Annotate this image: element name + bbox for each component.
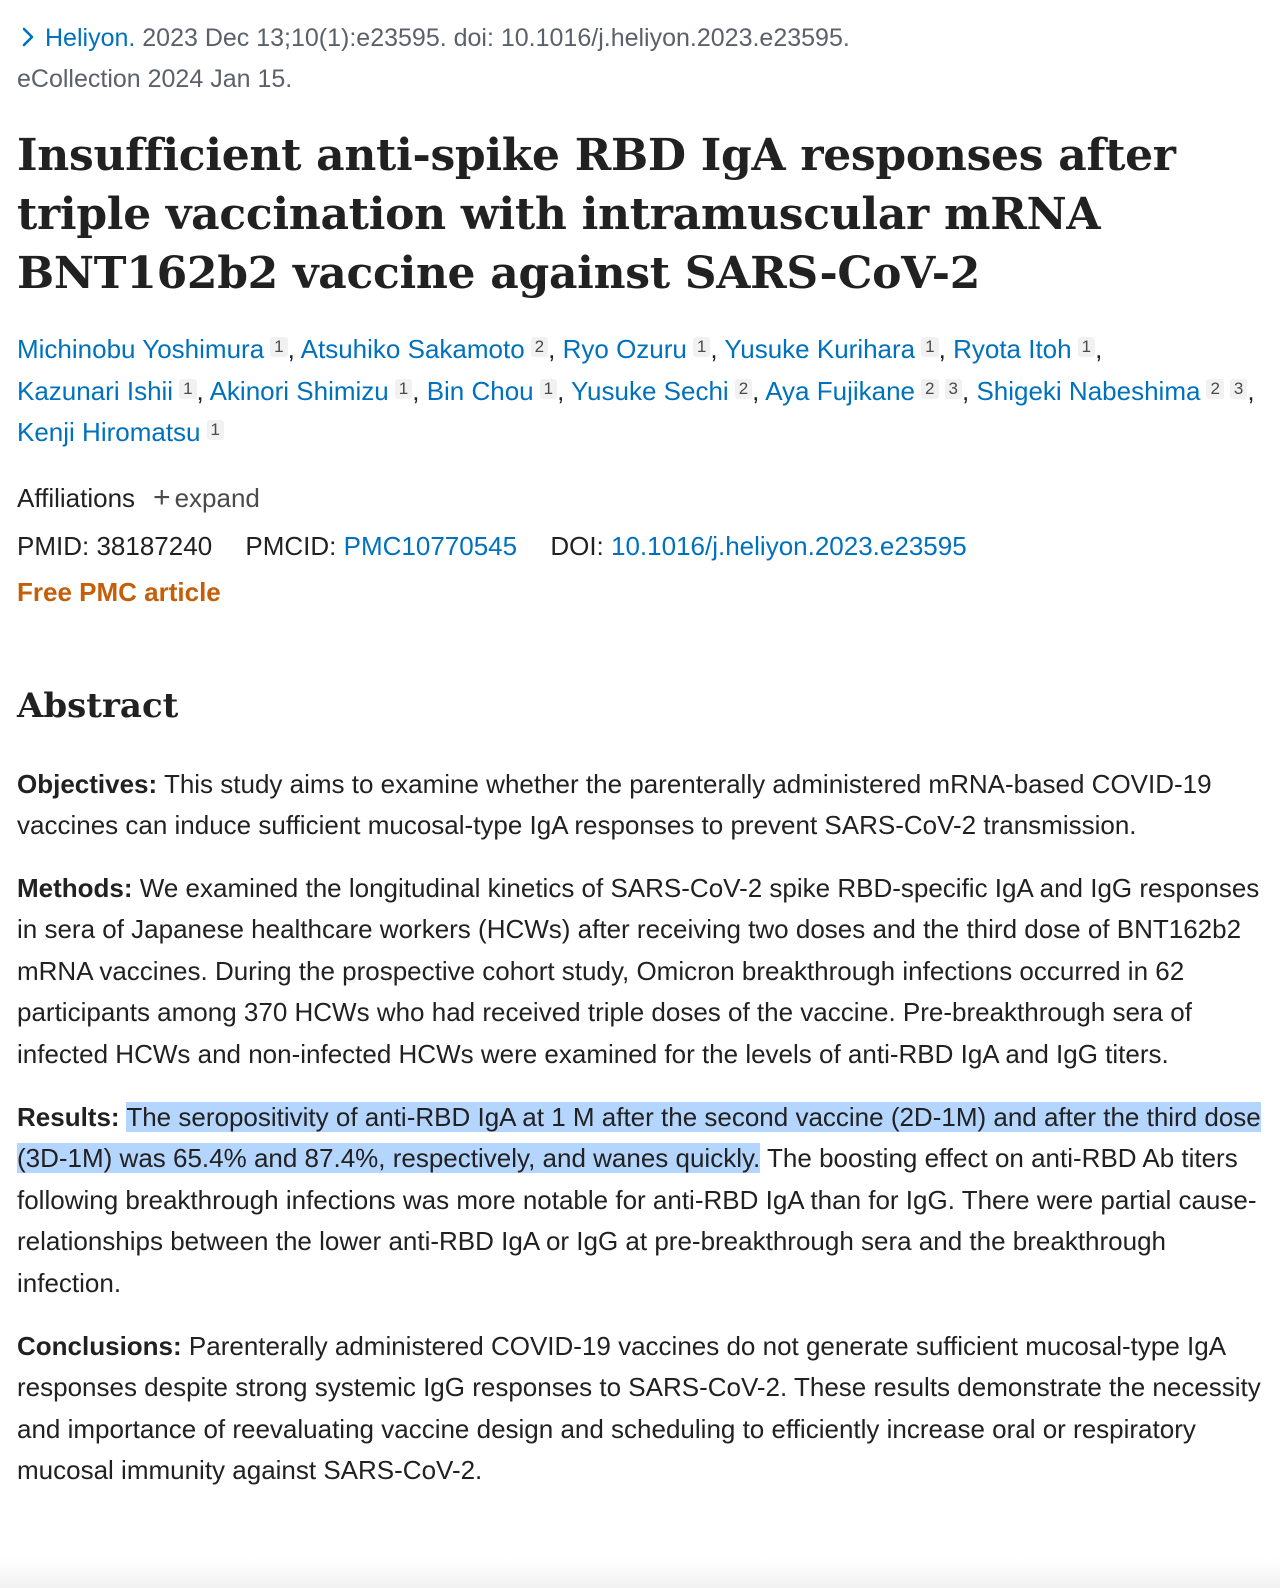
author	[976, 376, 1254, 406]
affiliation-ref[interactable]: 3	[1230, 379, 1247, 399]
author	[210, 376, 420, 406]
abstract-objectives	[17, 764, 1262, 847]
affiliations	[17, 478, 1262, 518]
results-label: Results:	[17, 1101, 120, 1132]
abstract-heading: Abstract	[17, 685, 179, 726]
article-title: Insufficient anti-spike RBD IgA responses after triple vaccination with intramuscular mRNA BNT162b2 vaccine against SARS-CoV-2	[17, 130, 1176, 299]
affiliation-ref[interactable]: 2	[531, 337, 548, 357]
author-name-link[interactable]: Aya Fujikane	[765, 375, 916, 406]
citation	[17, 18, 1262, 100]
author	[427, 376, 565, 406]
affiliation-ref[interactable]: 1	[207, 420, 224, 440]
objectives-label: Objectives:	[17, 768, 158, 799]
abstract-conclusions	[17, 1326, 1262, 1492]
author-separator: ,	[710, 334, 718, 364]
author	[765, 376, 969, 406]
author	[17, 417, 224, 447]
abstract-methods	[17, 868, 1262, 1076]
bottom-fade	[0, 1558, 1280, 1588]
conclusions-text: Parenterally administered COVID-19 vaccines do not generate sufficient mucosal-type IgA responses despite strong systemic IgG responses to SARS-CoV-2. These results demonstrate the necessity and importance of reevaluating vaccine design and scheduling to efficiently increase oral or respiratory mucosal immunity against SARS-CoV-2.	[17, 1330, 1261, 1486]
affiliation-ref[interactable]: 2	[735, 379, 752, 399]
author-name-link[interactable]: Akinori Shimizu	[209, 375, 389, 406]
pmcid-link[interactable]: PMC10770545	[343, 530, 518, 561]
author-name-link[interactable]: Kenji Hiromatsu	[17, 417, 201, 447]
author	[17, 334, 295, 364]
affiliation-ref[interactable]: 1	[540, 379, 557, 399]
author-list	[17, 329, 1262, 454]
results-text: The boosting effect on anti-RBD Ab titers following breakthrough infections was more notable for anti-RBD IgA than for IgG. There were partial cause-relationships between the lower anti-RBD IgA or IgG at pre-breakthrough sera and the breakthrough infection.	[17, 1143, 1257, 1299]
author-separator: ,	[196, 375, 204, 406]
author-separator: ,	[752, 375, 760, 406]
author-name-link[interactable]: Ryota Itoh	[953, 334, 1072, 364]
author-separator: ,	[1247, 375, 1255, 406]
affiliations-expand-button[interactable]: expand	[174, 482, 260, 513]
affiliations-label: Affiliations	[17, 482, 136, 513]
author-separator: ,	[961, 375, 970, 406]
author-separator: ,	[412, 375, 420, 406]
author	[563, 334, 718, 364]
doi-label: DOI:	[550, 530, 604, 561]
author-name-link[interactable]: Atsuhiko Sakamoto	[300, 334, 525, 364]
methods-text: We examined the longitudinal kinetics of SARS-CoV-2 spike RBD-specific IgA and IgG responses in sera of Japanese healthcare workers (HCWs) after receiving two doses and the third dose of BNT162b2 mRNA vaccines. During the prospective cohort study, Omicron breakthrough infections occurred in 62 participants among 370 HCWs who had received triple doses of the vaccine. Pre-breakthrough sera of infected HCWs and non-infected HCWs were examined for the levels of anti-RBD IgA and IgG titers.	[17, 872, 1260, 1070]
affiliation-ref[interactable]: 1	[270, 337, 287, 357]
author	[17, 376, 204, 406]
author-name-link[interactable]: Yusuke Kurihara	[724, 334, 916, 364]
author	[301, 334, 556, 364]
author-separator: ,	[557, 375, 565, 406]
conclusions-label: Conclusions:	[17, 1330, 182, 1361]
identifiers	[17, 526, 1262, 566]
abstract-results	[17, 1097, 1262, 1305]
author-name-link[interactable]: Kazunari Ishii	[17, 375, 174, 406]
affiliation-ref[interactable]: 2	[1206, 379, 1223, 399]
author-name-link[interactable]: Ryo Ozuru	[562, 334, 687, 364]
author	[724, 334, 946, 364]
affiliation-ref[interactable]: 1	[693, 337, 710, 357]
objectives-text: This study aims to examine whether the parenterally administered mRNA-based COVID-19 vaccines can induce sufficient mucosal-type IgA responses to prevent SARS-CoV-2 transmission.	[17, 768, 1212, 841]
ecollection-date: eCollection 2024 Jan 15.	[17, 65, 293, 93]
author-name-link[interactable]: Yusuke Sechi	[571, 375, 729, 406]
affiliation-ref[interactable]: 1	[1078, 337, 1095, 357]
methods-label: Methods:	[17, 872, 133, 903]
author-name-link[interactable]: Shigeki Nabeshima	[976, 375, 1201, 406]
author-name-link[interactable]: Michinobu Yoshimura	[17, 334, 265, 364]
pmcid-label: PMCID:	[245, 530, 337, 561]
author-separator: ,	[287, 334, 295, 364]
author-separator: ,	[1095, 334, 1103, 364]
pmid-label: PMID:	[17, 530, 90, 561]
affiliation-ref[interactable]: 1	[395, 379, 412, 399]
plus-icon[interactable]: +	[153, 480, 171, 514]
affiliation-ref[interactable]: 1	[179, 379, 196, 399]
author-separator: ,	[938, 334, 946, 364]
author	[953, 334, 1102, 364]
journal-link[interactable]	[17, 24, 142, 52]
author	[571, 376, 759, 406]
affiliation-ref[interactable]: 3	[945, 379, 962, 399]
results-selected-text[interactable]: The seropositivity of anti-RBD IgA at 1 M after the second vaccine (2D-1M) and after the third dose (3D-1M) was 65.4% and 87.4%, respectively, and wanes quickly.	[17, 1101, 1261, 1174]
abstract-body	[17, 764, 1262, 1493]
affiliation-ref[interactable]: 2	[921, 379, 938, 399]
citation-details: 2023 Dec 13;10(1):e23595. doi: 10.1016/j.heliyon.2023.e23595.	[142, 24, 850, 52]
author-separator: ,	[548, 334, 556, 364]
free-pmc-article-link[interactable]: Free PMC article	[17, 576, 221, 607]
chevron-right-icon	[17, 26, 39, 48]
journal-name[interactable]: Heliyon.	[45, 24, 136, 52]
doi-link[interactable]: 10.1016/j.heliyon.2023.e23595	[611, 530, 967, 561]
pmid-value: 38187240	[96, 530, 213, 561]
author-name-link[interactable]: Bin Chou	[426, 375, 534, 406]
affiliation-ref[interactable]: 1	[921, 337, 938, 357]
